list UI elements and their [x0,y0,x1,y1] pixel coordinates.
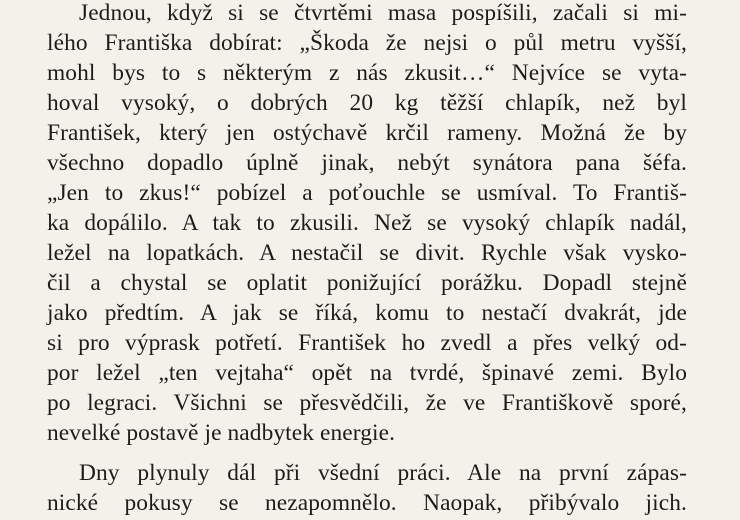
text-line: „Jen to zkus!“ pobízel a poťouchle se usmíval. To Františ- [47,180,687,206]
text-line: všechno dopadlo úplně jinak, nebýt synátora pana šéfa. [47,150,687,176]
text-line: po legraci. Všichni se přesvědčili, že ve Františkově sporé, [47,390,687,416]
text-line: por ležel „ten vejtaha“ opět na tvrdé, špinavé zemi. Bylo [47,360,687,386]
text-line: jako předtím. A jak se říká, komu to nestačí dvakrát, jde [47,300,687,326]
text-line: mohl bys to s některým z nás zkusit…“ Nejvíce se vyta- [47,60,687,86]
text-line: si pro výprask potřetí. František ho zvedl a přes velký od- [47,330,687,356]
text-line: čil a chystal se oplatit ponižující porážku. Dopadl stejně [47,270,687,296]
text-line-paragraph-end: nevelké postavě je nadbytek energie. [47,420,396,446]
text-line: František, který jen ostýchavě krčil rameny. Možná že by [47,120,687,146]
text-line: nické pokusy se nezapomnělo. Naopak, přibývalo jich. [47,490,687,516]
text-line: ka dopálilo. A tak to zkusili. Než se vysoký chlapík nadál, [47,210,687,236]
text-line: ležel na lopatkách. A nestačil se divit. Rychle však vysko- [47,240,687,266]
text-line: Jednou, když si se čtvrtěmi masa pospíšili, začali si mi- [79,0,687,26]
text-line: hoval vysoký, o dobrých 20 kg těžší chlapík, než byl [47,90,687,116]
text-line: lého Františka dobírat: „Škoda že nejsi o půl metru vyšší, [47,30,687,56]
text-line-paragraph-start: Dny plynuly dál při všední práci. Ale na první zápas- [79,460,687,486]
